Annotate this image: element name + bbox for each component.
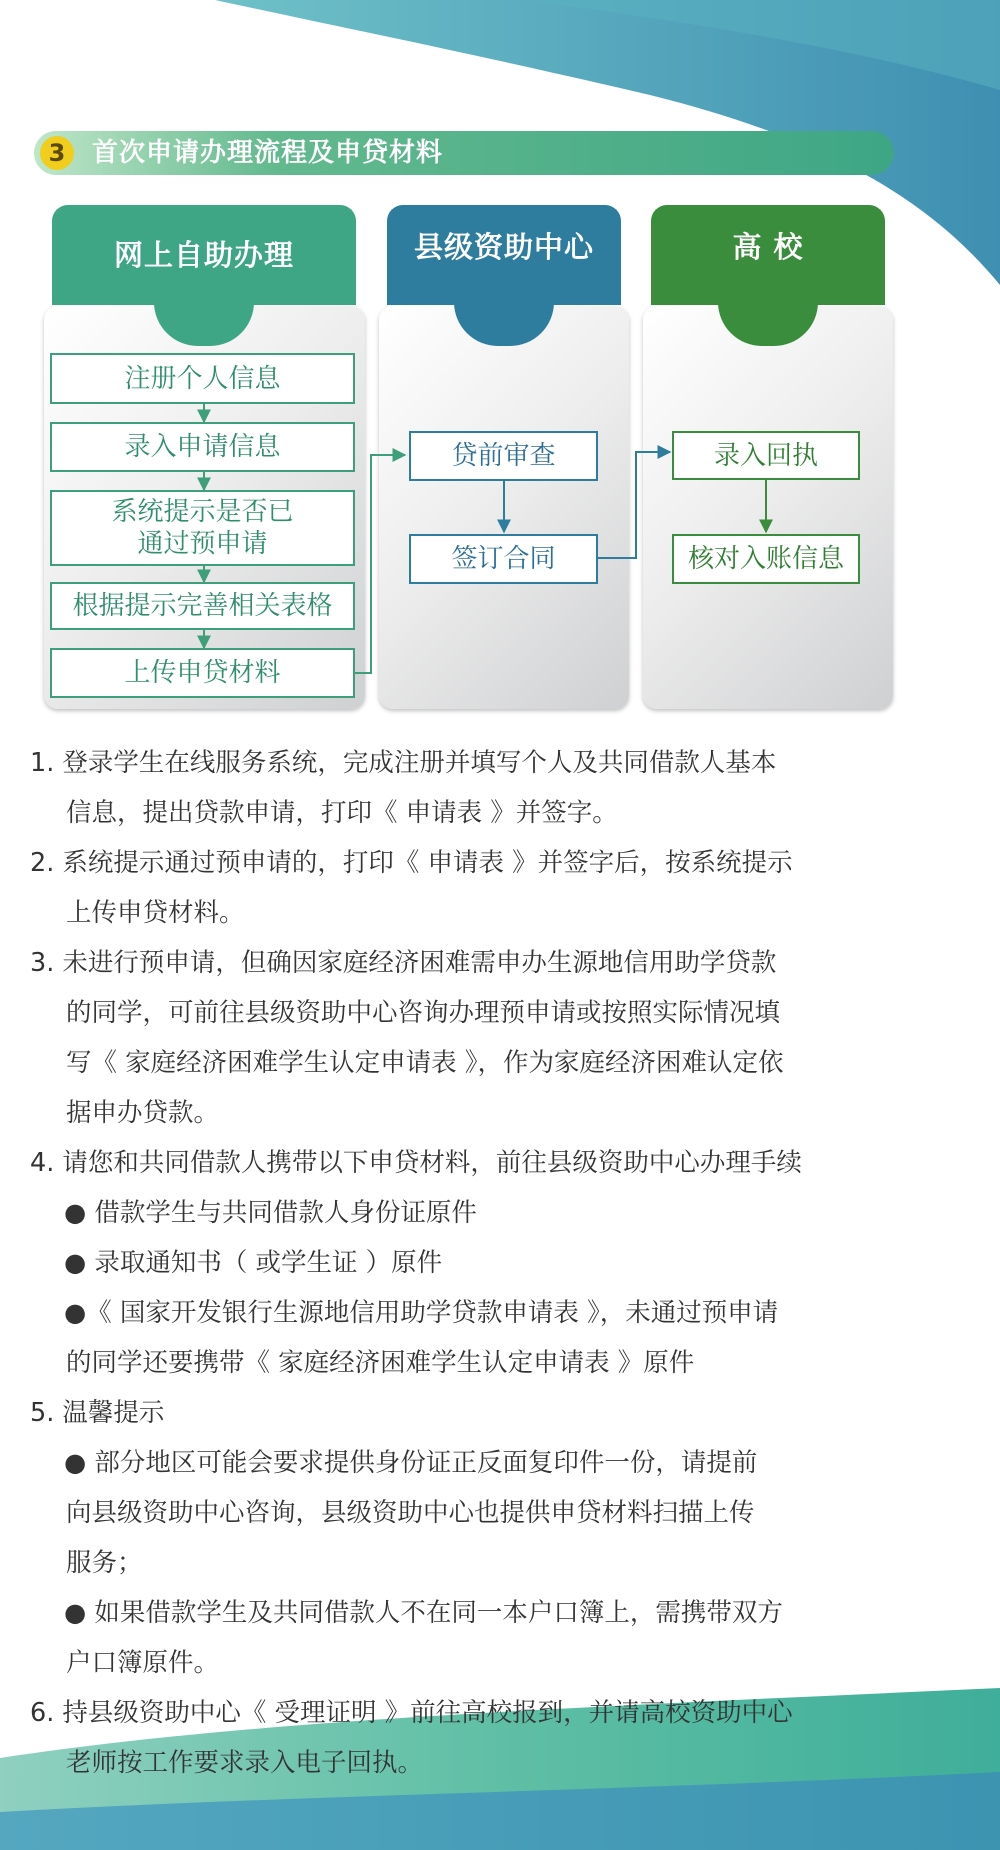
step-upload-materials (50, 648, 355, 698)
step-complete-forms (50, 582, 355, 630)
instruction-line: 1. 登录学生在线服务系统，完成注册并填写个人及共同借款人基本 (30, 748, 777, 778)
step-pre-application-check-label: 系统提示是否已 通过预申请 (111, 497, 294, 559)
step-pre-application-check (50, 490, 355, 566)
instruction-line: 信息，提出贷款申请，打印《 申请表 》并签字。 (66, 798, 618, 828)
instruction-line: 服务； (66, 1548, 143, 1578)
instruction-line: 2. 系统提示通过预申请的，打印《 申请表 》并签字后，按系统提示 (30, 848, 793, 878)
instruction-line: 写《 家庭经济困难学生认定申请表 》，作为家庭经济困难认定依 (66, 1048, 784, 1078)
step-verify-account (672, 534, 860, 584)
instruction-line: 4. 请您和共同借款人携带以下申贷材料，前往县级资助中心办理手续 (30, 1148, 802, 1178)
instruction-line: 6. 持县级资助中心《 受理证明 》前往高校报到，并请高校资助中心 (30, 1698, 793, 1728)
bullet-line: ● 借款学生与共同借款人身份证原件 (64, 1198, 477, 1228)
instruction-line: 向县级资助中心咨询，县级资助中心也提供申贷材料扫描上传 (66, 1498, 755, 1528)
step-register-info (50, 353, 355, 404)
instruction-line: 上传申贷材料。 (66, 898, 245, 928)
column-online-title: 网上自助办理 (113, 238, 294, 272)
instruction-line: 5. 温馨提示 (30, 1398, 165, 1428)
instruction-line: 老师按工作要求录入电子回执。 (66, 1748, 424, 1778)
instruction-line: 户口簿原件。 (66, 1648, 220, 1678)
bullet-line: ●《 国家开发银行生源地信用助学贷款申请表 》，未通过预申请 (64, 1298, 779, 1328)
bullet-line: ● 录取通知书（ 或学生证 ）原件 (64, 1248, 443, 1278)
step-register-info-label: 注册个人信息 (124, 363, 281, 394)
step-pre-loan-review (409, 431, 598, 481)
step-sign-contract (409, 534, 598, 584)
instruction-line: 的同学，可前往县级资助中心咨询办理预申请或按照实际情况填 (66, 998, 781, 1028)
step-upload-materials-label: 上传申贷材料 (124, 658, 281, 688)
bullet-line: ● 部分地区可能会要求提供身份证正反面复印件一份，请提前 (64, 1448, 758, 1478)
bullet-line: ● 如果借款学生及共同借款人不在同一本户口簿上，需携带双方 (64, 1598, 783, 1628)
step-pre-loan-review-label: 贷前审查 (451, 441, 556, 471)
section-number-badge: 3 (40, 136, 74, 170)
column-university-title: 高 校 (732, 230, 804, 264)
step-complete-forms-label: 根据提示完善相关表格 (72, 591, 333, 621)
step-enter-application-label: 录入申请信息 (124, 432, 281, 462)
instructions-text (30, 738, 910, 1788)
step-enter-application (50, 422, 355, 472)
instruction-line: 3. 未进行预申请，但确因家庭经济困难需申办生源地信用助学贷款 (30, 948, 777, 978)
step-verify-account-label: 核对入账信息 (687, 544, 844, 574)
step-enter-receipt-label: 录入回执 (713, 440, 818, 471)
step-sign-contract-label: 签订合同 (451, 544, 556, 574)
section-title: 首次申请办理流程及申贷材料 (92, 138, 444, 168)
instruction-line: 据申办贷款。 (66, 1098, 220, 1128)
column-county-title: 县级资助中心 (413, 230, 594, 264)
instruction-line: 的同学还要携带《 家庭经济困难学生认定申请表 》原件 (66, 1348, 695, 1378)
step-enter-receipt (672, 431, 860, 480)
